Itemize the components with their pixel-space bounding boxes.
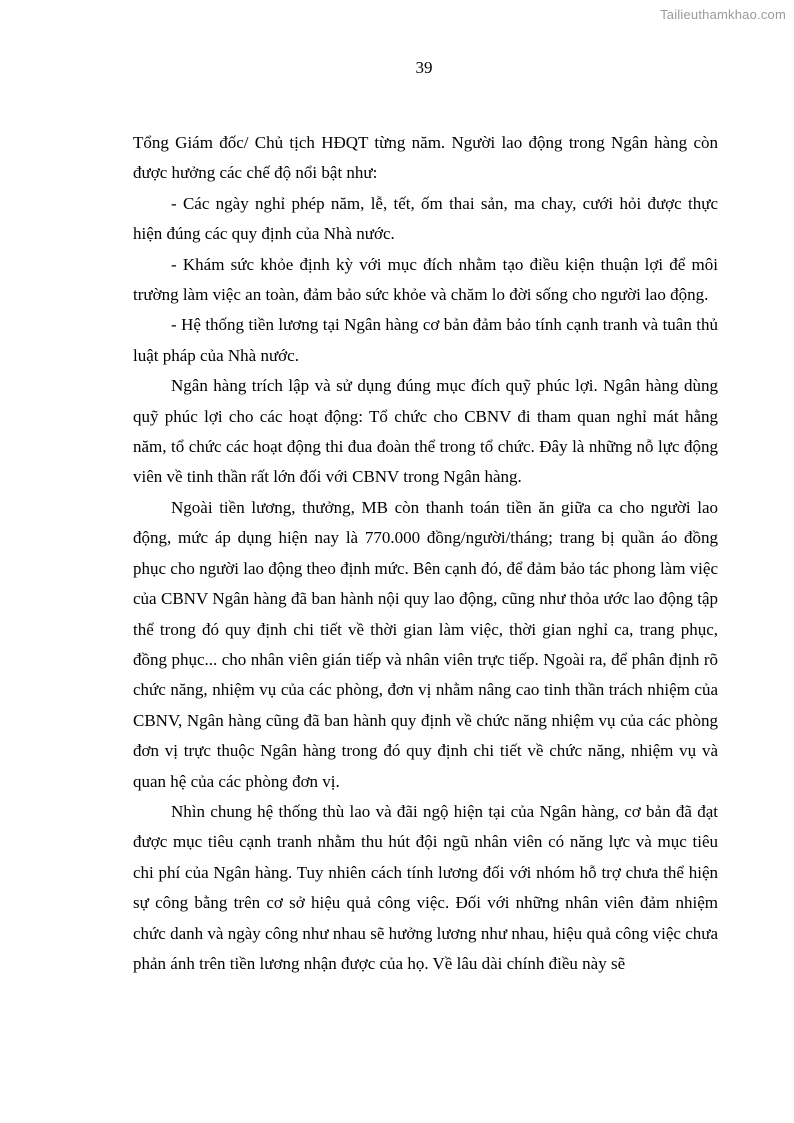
watermark-text: Tailieuthamkhao.com <box>660 7 786 22</box>
paragraph-bullet-leave: - Các ngày nghỉ phép năm, lễ, tết, ốm thai sản, ma chay, cưới hỏi được thực hiện đúng các quy định của Nhà nước. <box>133 193 718 244</box>
paragraph-welfare-fund: Ngân hàng trích lập và sử dụng đúng mục đích quỹ phúc lợi. Ngân hàng dùng quỹ phúc lợi cho các hoạt động: Tổ chức cho CBNV đi tham quan nghỉ mát hằng năm, tổ chức các hoạt động thi đua đoàn thể trong tổ chức. Đây là những nỗ lực động viên về tinh thần rất lớn đối với CBNV trong Ngân hàng. <box>133 376 718 487</box>
paragraph-allowances: Ngoài tiền lương, thưởng, MB còn thanh toán tiền ăn giữa ca cho người lao động, mức áp dụng hiện nay là 770.000 đồng/người/tháng; trang bị quần áo đồng phục cho người lao động theo định mức. Bên cạnh đó, để đảm bảo tác phong làm việc của CBNV Ngân hàng đã ban hành nội quy lao động, cũng như thỏa ước lao động tập thể trong đó quy định chi tiết về thời gian làm việc, thời gian nghỉ ca, trang phục, đồng phục... cho nhân viên gián tiếp và nhân viên trực tiếp. Ngoài ra, để phân định rõ chức năng, nhiệm vụ của các phòng, đơn vị nhằm nâng cao tinh thần trách nhiệm của CBNV, Ngân hàng cũng đã ban hành quy định về chức năng nhiệm vụ của các phòng đơn vị trực thuộc Ngân hàng trong đó quy định chi tiết về chức năng, nhiệm vụ và quan hệ của các phòng đơn vị. <box>133 497 718 791</box>
document-body <box>133 128 718 979</box>
paragraph-intro: Tổng Giám đốc/ Chủ tịch HĐQT từng năm. Người lao động trong Ngân hàng còn được hưởng các chế độ nổi bật như: <box>133 133 718 183</box>
paragraph-bullet-salary: - Hệ thống tiền lương tại Ngân hàng cơ bản đảm bảo tính cạnh tranh và tuân thủ luật pháp của Nhà nước. <box>133 315 718 365</box>
page-number: 39 <box>415 58 433 77</box>
paragraph-conclusion: Nhìn chung hệ thống thù lao và đãi ngộ hiện tại của Ngân hàng, cơ bản đã đạt được mục tiêu cạnh tranh nhằm thu hút đội ngũ nhân viên có năng lực và mục tiêu chi phí của Ngân hàng. Tuy nhiên cách tính lương đối với nhóm hỗ trợ chưa thể hiện sự công bằng trên cơ sở hiệu quả công việc. Đối với những nhân viên đảm nhiệm chức danh và ngày công như nhau sẽ hưởng lương như nhau, hiệu quả công việc chưa phản ánh trên tiền lương nhận được của họ. Về lâu dài chính điều này sẽ <box>133 801 718 973</box>
paragraph-bullet-health: - Khám sức khỏe định kỳ với mục đích nhằm tạo điều kiện thuận lợi để môi trường làm việc an toàn, đảm bảo sức khỏe và chăm lo đời sống cho người lao động. <box>133 254 718 305</box>
